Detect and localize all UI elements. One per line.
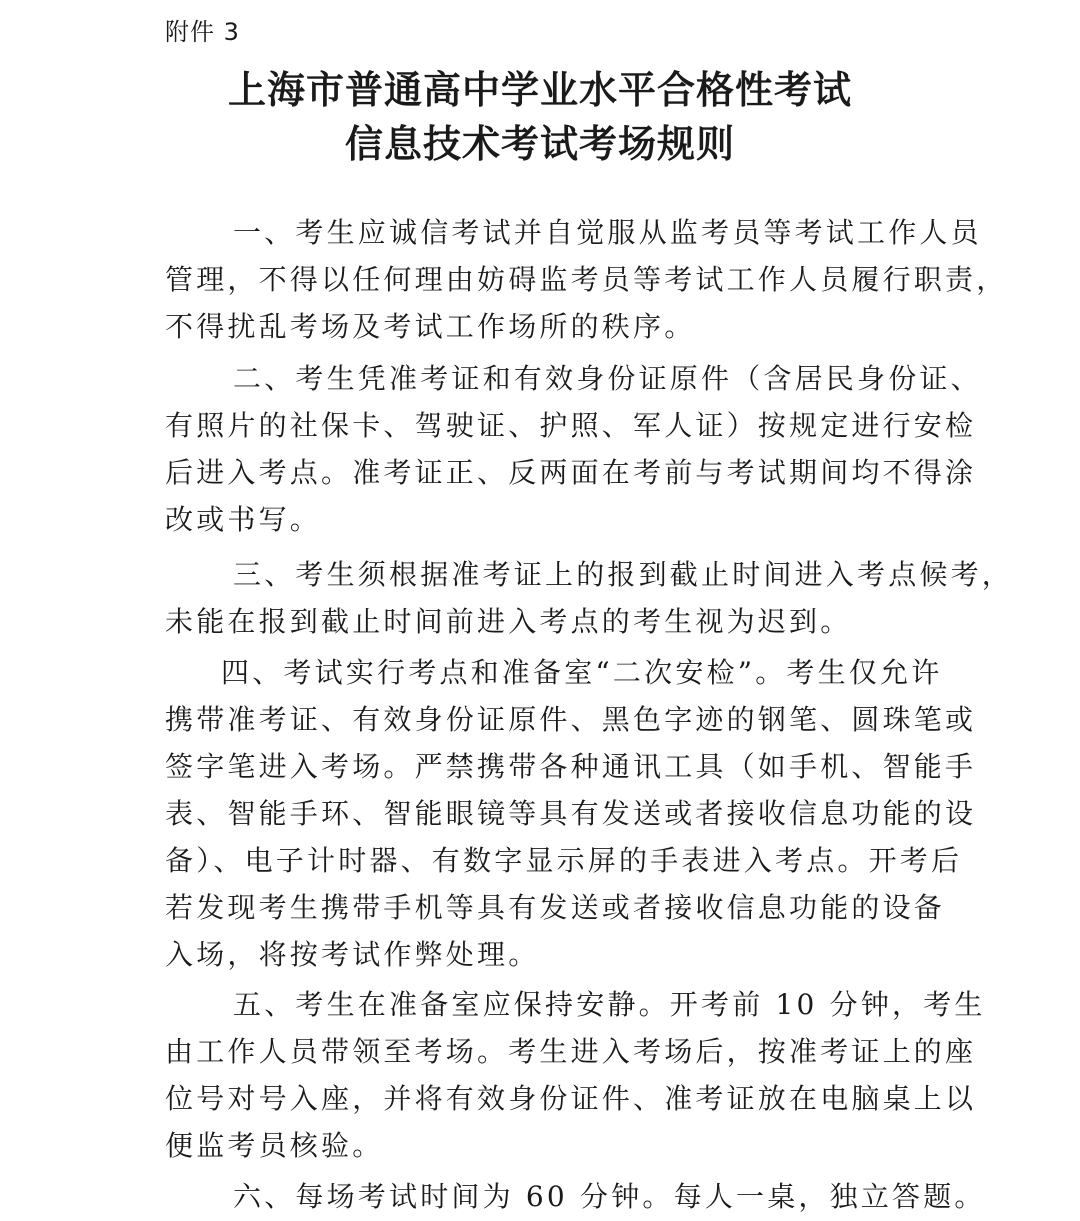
rule-5-line-3: 位号对号入座，并将有效身份证件、准考证放在电脑桌上以 <box>165 1082 977 1115</box>
rule-1-line-2: 管理，不得以任何理由妨碍监考员等考试工作人员履行职责， <box>165 263 1008 296</box>
rule-3-line-2: 未能在报到截止时间前进入考点的考生视为迟到。 <box>165 605 852 638</box>
rule-1-line-1: 一、考生应诚信考试并自觉服从监考员等考试工作人员 <box>233 216 982 249</box>
rule-5-line-2: 由工作人员带领至考场。考生进入考场后，按准考证上的座 <box>165 1035 977 1068</box>
rule-2-line-1: 二、考生凭准考证和有效身份证原件（含居民身份证、 <box>233 362 982 395</box>
rule-2-line-4: 改或书写。 <box>165 503 322 536</box>
rule-4-line-6: 若发现考生携带手机等具有发送或者接收信息功能的设备 <box>165 891 946 924</box>
rule-4-line-7: 入场，将按考试作弊处理。 <box>165 938 540 971</box>
rule-1-line-3: 不得扰乱考场及考试工作场所的秩序。 <box>165 310 696 343</box>
rule-4-line-5: 备）、电子计时器、有数字显示屏的手表进入考点。开考后 <box>165 844 963 877</box>
rule-2-line-3: 后进入考点。准考证正、反两面在考前与考试期间均不得涂 <box>165 456 977 489</box>
rule-4-line-3: 签字笔进入考场。严禁携带各种通讯工具（如手机、智能手 <box>165 750 977 783</box>
rule-4-line-4: 表、智能手环、智能眼镜等具有发送或者接收信息功能的设 <box>165 797 977 830</box>
rule-2-line-2: 有照片的社保卡、驾驶证、护照、军人证）按规定进行安检 <box>165 409 977 442</box>
rule-5-line-1: 五、考生在准备室应保持安静。开考前 10 分钟，考生 <box>233 988 986 1021</box>
rule-6-line-1: 六、每场考试时间为 60 分钟。每人一桌，独立答题。 <box>233 1180 986 1213</box>
document-title-line-2: 信息技术考试考场规则 <box>344 121 735 166</box>
rule-3-line-1: 三、考生须根据准考证上的报到截止时间进入考点候考， <box>233 558 1014 591</box>
rule-4-line-2: 携带准考证、有效身份证原件、黑色字迹的钢笔、圆珠笔或 <box>165 703 977 736</box>
document-title-line-1: 上海市普通高中学业水平合格性考试 <box>227 67 852 112</box>
rule-5-line-4: 便监考员核验。 <box>165 1129 384 1162</box>
attachment-label: 附件 3 <box>165 18 240 46</box>
rule-4-line-1: 四、考试实行考点和准备室“二次安检”。考生仅允许 <box>221 656 943 689</box>
